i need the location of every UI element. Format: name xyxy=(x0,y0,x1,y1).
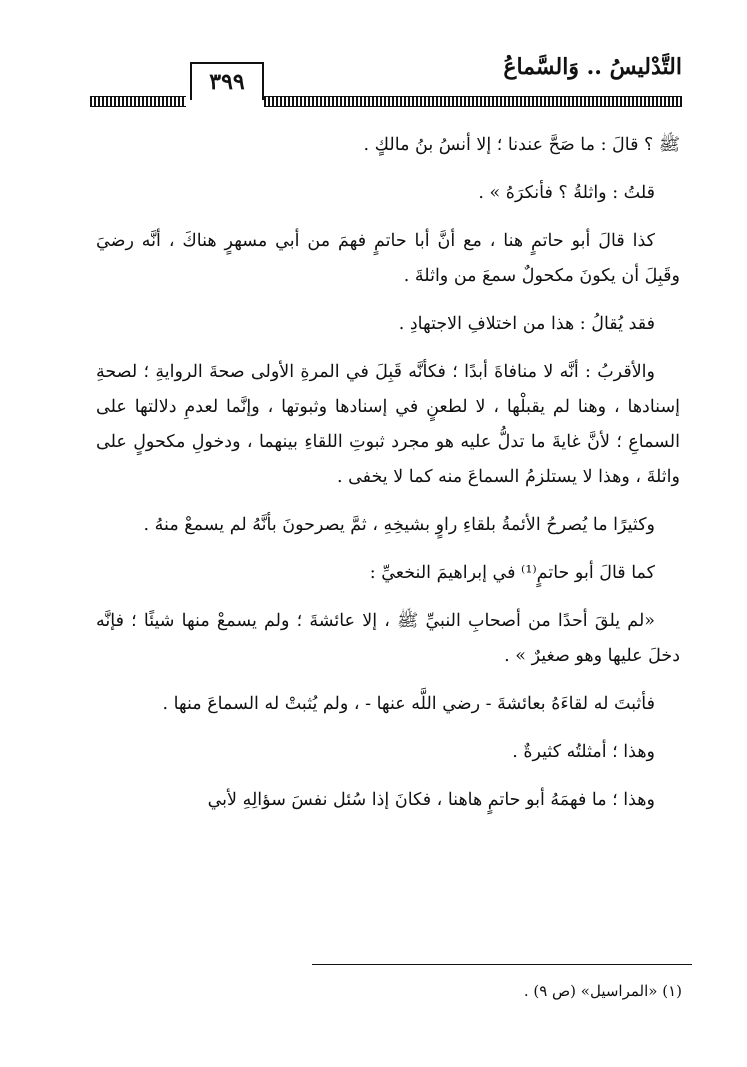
paragraph: والأقربُ : أنَّه لا منافاةَ أبدًا ؛ فكأنَّه قَبِلَ في المرةِ الأولى صحةَ الروايةِ ؛ لصحةِ إسنادها ، وهنا لم يقبلْها ، لا لطعنٍ في إسنادها وثبوتها ، وإنَّما لعدمِ دلالتها على السماعِ ؛ لأنَّ غايةَ ما تدلُّ عليه هو مجرد ثبوتِ اللقاءِ بينهما ، ودخولِ مكحولٍ على واثلةَ ، وهذا لا يستلزمُ السماعَ منه كما لا يخفى . xyxy=(96,362,680,487)
running-title: التَّدْليسُ .. وَالسَّماعُ xyxy=(503,54,682,80)
paragraph: ﷺ ؟ قالَ : ما صَحَّ عندنا ؛ إلا أنسُ بنُ مالكٍ . xyxy=(363,135,680,155)
footnote: (١) «المراسيل» (ص ٩) . xyxy=(523,982,682,1000)
paragraph: فقد يُقالُ : هذا من اختلافِ الاجتهادِ . xyxy=(398,314,655,334)
paragraph: قلتُ : واثلةُ ؟ فأنكرَهُ » . xyxy=(478,183,655,203)
header-rule-right xyxy=(264,96,682,107)
paragraph: «لم يلقَ أحدًا من أصحابِ النبيِّ ﷺ ، إلا عائشةَ ؛ ولم يسمعْ منها شيئًا ؛ فإنَّه دخلَ عليها وهو صغيرٌ » . xyxy=(96,611,680,666)
footnote-divider xyxy=(312,964,692,965)
paragraph: كما قالَ أبو حاتمٍ⁽¹⁾ في إبراهيمَ النخعيِّ : xyxy=(369,563,655,583)
paragraph: وهذا ؛ أمثلتُه كثيرةٌ . xyxy=(512,742,655,762)
main-text xyxy=(96,128,680,831)
paragraph: وهذا ؛ ما فهمَهُ أبو حاتمٍ هاهنا ، فكانَ إذا سُئل نفسَ سؤالِهِ لأبي xyxy=(207,790,655,810)
paragraph: وكثيرًا ما يُصرحُ الأئمةُ بلقاءِ راوٍ بشيخِهِ ، ثمَّ يصرحونَ بأنَّهُ لم يسمعْ منهُ . xyxy=(143,515,655,535)
page-number: ٣٩٩ xyxy=(190,62,264,100)
paragraph: فأثبتَ له لقاءَهُ بعائشةَ - رضي اللَّه عنها - ، ولم يُثبتْ له السماعَ منها . xyxy=(162,694,655,714)
header-rule-left xyxy=(90,96,186,107)
paragraph: كذا قالَ أبو حاتمٍ هنا ، مع أنَّ أبا حاتمٍ فهمَ من أبي مسهرٍ هناكَ ، أنَّه رضيَ وقَبِلَ أن يكونَ مكحولٌ سمعَ من واثلةَ . xyxy=(96,231,680,286)
page-header xyxy=(90,40,682,110)
